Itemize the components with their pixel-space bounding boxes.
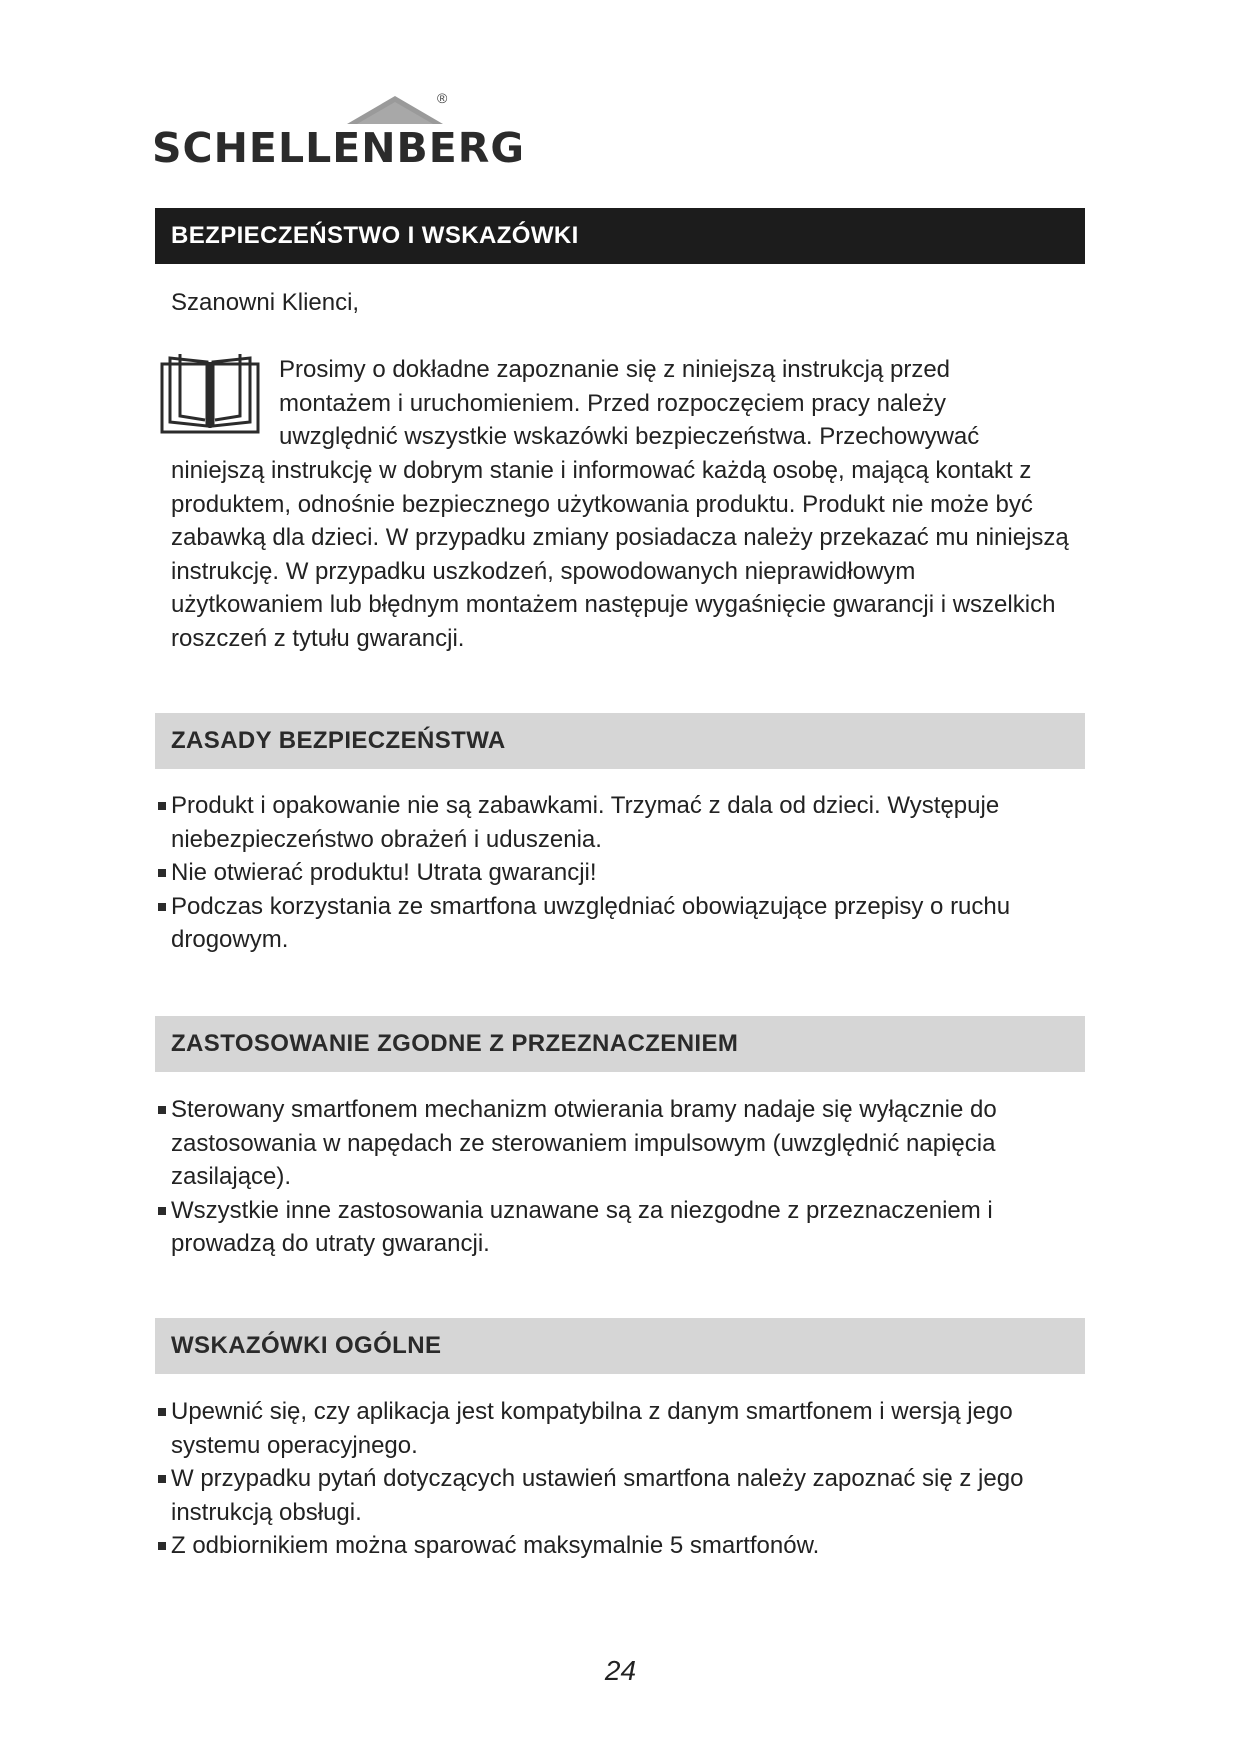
list-item: Podczas korzystania ze smartfona uwzględniać obowiązujące przepisy o ruchu drogowym. bbox=[155, 890, 1085, 957]
bullet-icon bbox=[158, 1106, 166, 1114]
intro-paragraph-rest: niniejszą instrukcję w dobrym stanie i informować każdą osobę, mającą kontakt z produktem, odnośnie bezpiecznego użytkowania produktu. Produkt nie może być zabawką dla dzieci. W przypadku zmiany posiadacza należy przekazać mu niniejszą instrukcję. W przypadku uszkodzeń, spowodowanych nieprawidłowym użytkowaniem lub błędnym montażem następuje wygaśnięcie gwarancji i wszelkich roszczeń z tytułu gwarancji. bbox=[171, 457, 1069, 652]
list-item: W przypadku pytań dotyczących ustawień smartfona należy zapoznać się z jego instrukcją obsługi. bbox=[155, 1462, 1085, 1529]
registered-mark: ® bbox=[437, 90, 448, 106]
section-header-safety-notes: BEZPIECZEŃSTWO I WSKAZÓWKI bbox=[155, 208, 1085, 264]
bullet-icon bbox=[158, 1475, 166, 1483]
section-header-intended-use: ZASTOSOWANIE ZGODNE Z PRZEZNACZENIEM bbox=[155, 1016, 1085, 1072]
list-item: Produkt i opakowanie nie są zabawkami. Trzymać z dala od dzieci. Występuje niebezpieczeństwo obrażeń i uduszenia. bbox=[155, 789, 1085, 856]
bullet-icon bbox=[158, 1408, 166, 1416]
manual-book-icon bbox=[160, 350, 260, 434]
brand-wordmark: SCHELLENBERG bbox=[152, 124, 525, 172]
section-header-general-notes: WSKAZÓWKI OGÓLNE bbox=[155, 1318, 1085, 1374]
general-notes-list bbox=[155, 1395, 1085, 1563]
brand-logo bbox=[152, 90, 525, 172]
section-header-safety-rules: ZASADY BEZPIECZEŃSTWA bbox=[155, 713, 1085, 769]
safety-rules-list bbox=[155, 789, 1085, 957]
page-number: 24 bbox=[604, 1655, 637, 1686]
bullet-icon bbox=[158, 1542, 166, 1550]
list-item: Wszystkie inne zastosowania uznawane są za niezgodne z przeznaczeniem i prowadzą do utraty gwarancji. bbox=[155, 1194, 1085, 1261]
list-item: Nie otwierać produktu! Utrata gwarancji! bbox=[155, 856, 1085, 890]
bullet-icon bbox=[158, 802, 166, 810]
roof-logo-icon bbox=[347, 92, 447, 126]
intro-paragraph-first: Prosimy o dokładne zapoznanie się z niniejszą instrukcją przed montażem i uruchomieniem. Przed rozpoczęciem pracy należy uwzględnić wszystkie wskazówki bezpieczeństwa. Przechowywać bbox=[279, 356, 980, 450]
list-item: Upewnić się, czy aplikacja jest kompatybilna z danym smartfonem i wersją jego systemu operacyjnego. bbox=[155, 1395, 1085, 1462]
bullet-icon bbox=[158, 869, 166, 877]
bullet-icon bbox=[158, 903, 166, 911]
greeting-text: Szanowni Klienci, bbox=[171, 289, 360, 316]
list-item: Sterowany smartfonem mechanizm otwierania bramy nadaje się wyłącznie do zastosowania w napędach ze sterowaniem impulsowym (uwzględnić napięcia zasilające). bbox=[155, 1093, 1085, 1194]
bullet-icon bbox=[158, 1207, 166, 1215]
list-item: Z odbiornikiem można sparować maksymalnie 5 smartfonów. bbox=[155, 1529, 1085, 1563]
intended-use-list bbox=[155, 1093, 1085, 1261]
